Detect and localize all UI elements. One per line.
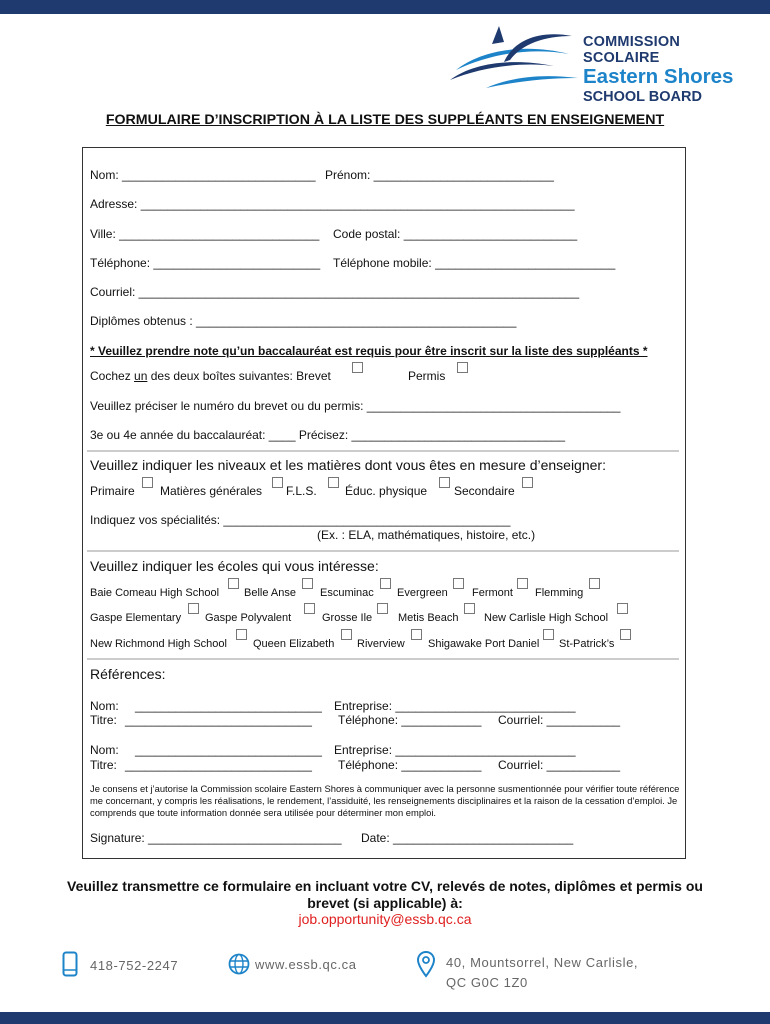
code-postal-field[interactable]: Code postal: __________________________ bbox=[333, 227, 578, 241]
submission-instructions bbox=[0, 878, 770, 912]
ecole-shigawake-checkbox[interactable] bbox=[543, 629, 554, 640]
phone-icon bbox=[62, 951, 78, 977]
ecole-flemming-label: Flemming bbox=[535, 587, 584, 599]
ecole-st-patricks-label: St-Patrick’s bbox=[559, 638, 615, 650]
niveau-fls-checkbox[interactable] bbox=[328, 477, 339, 488]
logo-line-1: COMMISSION SCOLAIRE bbox=[583, 34, 681, 66]
ref2-entreprise-field[interactable]: Entreprise: ___________________________ bbox=[334, 743, 576, 757]
telephone-mobile-field[interactable]: Téléphone mobile: ___________________________ bbox=[333, 256, 616, 270]
niveau-matieres-label: Matières générales bbox=[160, 484, 263, 498]
ecole-shigawake-label: Shigawake Port Daniel bbox=[428, 638, 540, 650]
ref1-titre-label: Titre: bbox=[90, 713, 117, 727]
annee-bac-field[interactable]: 3e ou 4e année du baccalauréat: ____ Précisez: ________________________________ bbox=[90, 428, 566, 442]
contact-address-line-1: 40, Mountsorrel, New Carlisle, bbox=[446, 955, 639, 970]
ecole-baie-comeau-checkbox[interactable] bbox=[228, 578, 239, 589]
bottom-banner bbox=[0, 1012, 770, 1024]
signature-field[interactable]: Signature: _____________________________ bbox=[90, 831, 342, 845]
ecole-flemming-checkbox[interactable] bbox=[589, 578, 600, 589]
ecole-new-richmond-checkbox[interactable] bbox=[236, 629, 247, 640]
ecole-metis-beach-label: Metis Beach bbox=[398, 612, 459, 624]
ecole-evergreen-label: Evergreen bbox=[397, 587, 448, 599]
ecole-new-richmond-label: New Richmond High School bbox=[90, 638, 227, 650]
ref1-courriel-field[interactable]: Courriel: ___________ bbox=[498, 713, 621, 727]
contact-phone: 418-752-2247 bbox=[90, 958, 179, 973]
niveau-matieres-checkbox[interactable] bbox=[272, 477, 283, 488]
ecole-gaspe-elementary-checkbox[interactable] bbox=[188, 603, 199, 614]
form-title: FORMULAIRE D’INSCRIPTION À LA LISTE DES SUPPLÉANTS EN ENSEIGNEMENT bbox=[105, 112, 665, 128]
ref2-titre-label: Titre: bbox=[90, 758, 117, 772]
school-board-logo bbox=[444, 22, 754, 105]
ref1-nom-label: Nom: bbox=[90, 699, 119, 713]
ecole-riverview-label: Riverview bbox=[357, 638, 405, 650]
submission-line-2: brevet (si applicable) à: bbox=[307, 895, 463, 911]
niveau-educ-label: Éduc. physique bbox=[345, 484, 428, 498]
top-banner bbox=[0, 0, 770, 14]
niveau-primaire-label: Primaire bbox=[90, 484, 135, 498]
ecole-fermont-label: Fermont bbox=[472, 587, 513, 599]
ecole-new-carlisle-checkbox[interactable] bbox=[617, 603, 628, 614]
submission-line-1: Veuillez transmettre ce formulaire en incluant votre CV, relevés de notes, diplômes et permis ou bbox=[67, 878, 703, 894]
ecole-metis-beach-checkbox[interactable] bbox=[464, 603, 475, 614]
prenom-field[interactable]: Prénom: ___________________________ bbox=[325, 168, 554, 182]
ecole-queen-elizabeth-label: Queen Elizabeth bbox=[253, 638, 335, 650]
ref2-courriel-field[interactable]: Courriel: ___________ bbox=[498, 758, 621, 772]
ecole-gaspe-polyvalent-checkbox[interactable] bbox=[304, 603, 315, 614]
permis-checkbox[interactable] bbox=[457, 362, 468, 373]
telephone-field[interactable]: Téléphone: _________________________ bbox=[90, 256, 321, 270]
location-pin-icon bbox=[416, 950, 436, 978]
date-field[interactable]: Date: ___________________________ bbox=[361, 831, 574, 845]
diplomes-field[interactable]: Diplômes obtenus : ________________________________________________ bbox=[90, 314, 517, 328]
logo-line-3: SCHOOL BOARD bbox=[583, 89, 702, 105]
divider bbox=[87, 550, 679, 552]
cochez-un: un bbox=[134, 369, 148, 383]
adresse-field[interactable]: Adresse: _________________________________________________________________ bbox=[90, 197, 575, 211]
niveau-fls-label: F.L.S. bbox=[286, 484, 317, 498]
ref1-entreprise-field[interactable]: Entreprise: ___________________________ bbox=[334, 699, 576, 713]
ecole-queen-elizabeth-checkbox[interactable] bbox=[341, 629, 352, 640]
ecole-baie-comeau-label: Baie Comeau High School bbox=[90, 587, 220, 599]
ecole-fermont-checkbox[interactable] bbox=[517, 578, 528, 589]
ref2-nom-field[interactable]: ____________________________ bbox=[135, 743, 322, 757]
ecole-belle-anse-checkbox[interactable] bbox=[302, 578, 313, 589]
contact-email-link[interactable]: job.opportunity@essb.qc.ca bbox=[298, 911, 472, 927]
divider bbox=[87, 450, 679, 452]
ref1-nom-field[interactable]: ____________________________ bbox=[135, 699, 322, 713]
ref1-telephone-field[interactable]: Téléphone: ____________ bbox=[338, 713, 482, 727]
ecole-grosse-ile-label: Grosse Ile bbox=[322, 612, 373, 624]
ecole-evergreen-checkbox[interactable] bbox=[453, 578, 464, 589]
contact-website[interactable]: www.essb.qc.ca bbox=[255, 957, 357, 972]
ecoles-heading: Veuillez indiquer les écoles qui vous intéresse: bbox=[90, 558, 379, 574]
ecole-gaspe-polyvalent-label: Gaspe Polyvalent bbox=[205, 612, 292, 624]
niveau-educ-checkbox[interactable] bbox=[439, 477, 450, 488]
courriel-field[interactable]: Courriel: __________________________________________________________________ bbox=[90, 285, 580, 299]
specialites-example: (Ex. : ELA, mathématiques, histoire, etc.) bbox=[317, 528, 536, 542]
ecole-riverview-checkbox[interactable] bbox=[411, 629, 422, 640]
ref2-nom-label: Nom: bbox=[90, 743, 119, 757]
cochez-label bbox=[90, 369, 331, 383]
nom-field[interactable]: Nom: _____________________________ bbox=[90, 168, 316, 182]
ecole-belle-anse-label: Belle Anse bbox=[244, 587, 296, 599]
permis-label: Permis bbox=[408, 369, 446, 383]
brevet-numero-field[interactable]: Veuillez préciser le numéro du brevet ou du permis: ______________________________________ bbox=[90, 399, 621, 413]
bachelor-note: * Veuillez prendre note qu’un baccalauréat est requis pour être inscrit sur la liste des suppléants * bbox=[90, 344, 648, 358]
ref2-telephone-field[interactable]: Téléphone: ____________ bbox=[338, 758, 482, 772]
niveau-secondaire-label: Secondaire bbox=[454, 484, 515, 498]
niveau-primaire-checkbox[interactable] bbox=[142, 477, 153, 488]
ecole-gaspe-elementary-label: Gaspe Elementary bbox=[90, 612, 182, 624]
ecole-escuminac-label: Escuminac bbox=[320, 587, 374, 599]
ecole-grosse-ile-checkbox[interactable] bbox=[377, 603, 388, 614]
contact-address-line-2: QC G0C 1Z0 bbox=[446, 975, 528, 990]
ville-field[interactable]: Ville: ______________________________ bbox=[90, 227, 320, 241]
ecole-new-carlisle-label: New Carlisle High School bbox=[484, 612, 609, 624]
globe-icon bbox=[228, 953, 250, 975]
specialites-field[interactable]: Indiquez vos spécialités: ___________________________________________ bbox=[90, 513, 511, 527]
niveaux-heading: Veuillez indiquer les niveaux et les matières dont vous êtes en mesure d’enseigner: bbox=[90, 457, 606, 473]
divider bbox=[87, 658, 679, 660]
ref2-titre-field[interactable]: ____________________________ bbox=[125, 758, 312, 772]
cochez-before: Cochez bbox=[90, 369, 135, 383]
wave-logo-icon bbox=[444, 22, 579, 92]
ref1-titre-field[interactable]: ____________________________ bbox=[125, 713, 312, 727]
niveau-secondaire-checkbox[interactable] bbox=[522, 477, 533, 488]
brevet-checkbox[interactable] bbox=[352, 362, 363, 373]
ecole-escuminac-checkbox[interactable] bbox=[380, 578, 391, 589]
logo-line-2: Eastern Shores bbox=[583, 65, 734, 88]
references-heading: Références: bbox=[90, 666, 166, 682]
ecole-st-patricks-checkbox[interactable] bbox=[620, 629, 631, 640]
consent-text: Je consens et j’autorise la Commission scolaire Eastern Shores à communiquer avec la personne susmentionnée pour vérifier toute référence me concernant, y compris les réalisations, le rendement, l’assiduité, les renseignements disciplinaires et la raison de la cessation d’emploi. Je comprends que toute information donnée sera utilisée pour déterminer mon emploi. bbox=[90, 783, 680, 818]
cochez-after: des deux boîtes suivantes: Brevet bbox=[147, 369, 331, 383]
